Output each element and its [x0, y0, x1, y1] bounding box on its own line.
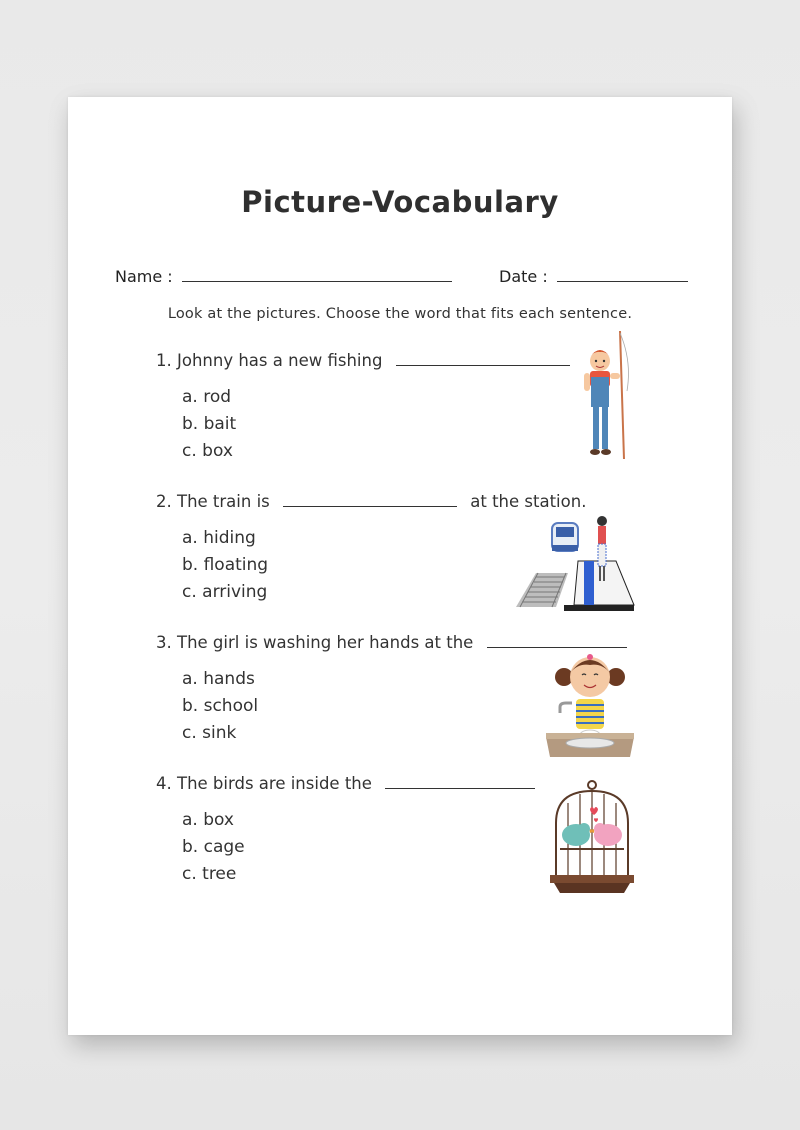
- question-1: [156, 350, 578, 370]
- question-text: Johnny has a new fishing: [177, 351, 383, 370]
- answer-blank[interactable]: [396, 350, 570, 366]
- train-station-icon: [516, 515, 636, 613]
- answer-blank[interactable]: [385, 773, 535, 789]
- option-3a[interactable]: a. hands: [182, 669, 255, 689]
- date-input-line[interactable]: [557, 265, 688, 282]
- date-field: [499, 265, 688, 286]
- option-2b[interactable]: b. floating: [182, 555, 269, 575]
- page-title: Picture-Vocabulary: [241, 185, 559, 219]
- question-text-end: at the station.: [470, 492, 587, 511]
- question-number: 4.: [156, 774, 172, 793]
- question-text: The girl is washing her hands at the: [177, 633, 474, 652]
- option-2a[interactable]: a. hiding: [182, 528, 256, 548]
- question-4: [156, 773, 543, 793]
- instruction-text: Look at the pictures. Choose the word that fits each sentence.: [167, 306, 633, 322]
- question-2: [156, 491, 586, 511]
- birdcage-icon: [550, 779, 634, 895]
- option-1b[interactable]: b. bait: [182, 414, 237, 434]
- name-label: Name :: [115, 267, 173, 286]
- girl-sink-icon: [542, 653, 638, 761]
- answer-blank[interactable]: [283, 491, 457, 507]
- option-3b[interactable]: b. school: [182, 696, 259, 716]
- question-text: The train is: [177, 492, 270, 511]
- name-input-line[interactable]: [182, 265, 452, 282]
- option-2c[interactable]: c. arriving: [182, 582, 268, 602]
- option-4b[interactable]: b. cage: [182, 837, 245, 857]
- question-number: 3.: [156, 633, 172, 652]
- option-1a[interactable]: a. rod: [182, 387, 232, 407]
- question-number: 2.: [156, 492, 172, 511]
- option-3c[interactable]: c. sink: [182, 723, 237, 743]
- date-label: Date :: [499, 267, 548, 286]
- question-number: 1.: [156, 351, 172, 370]
- option-1c[interactable]: c. box: [182, 441, 233, 461]
- worksheet-page: [68, 97, 732, 1035]
- boy-fishing-icon: [580, 331, 636, 461]
- question-3: [156, 632, 635, 652]
- answer-blank[interactable]: [487, 632, 627, 648]
- question-text: The birds are inside the: [177, 774, 372, 793]
- option-4c[interactable]: c. tree: [182, 864, 237, 884]
- option-4a[interactable]: a. box: [182, 810, 234, 830]
- name-field: [115, 265, 452, 286]
